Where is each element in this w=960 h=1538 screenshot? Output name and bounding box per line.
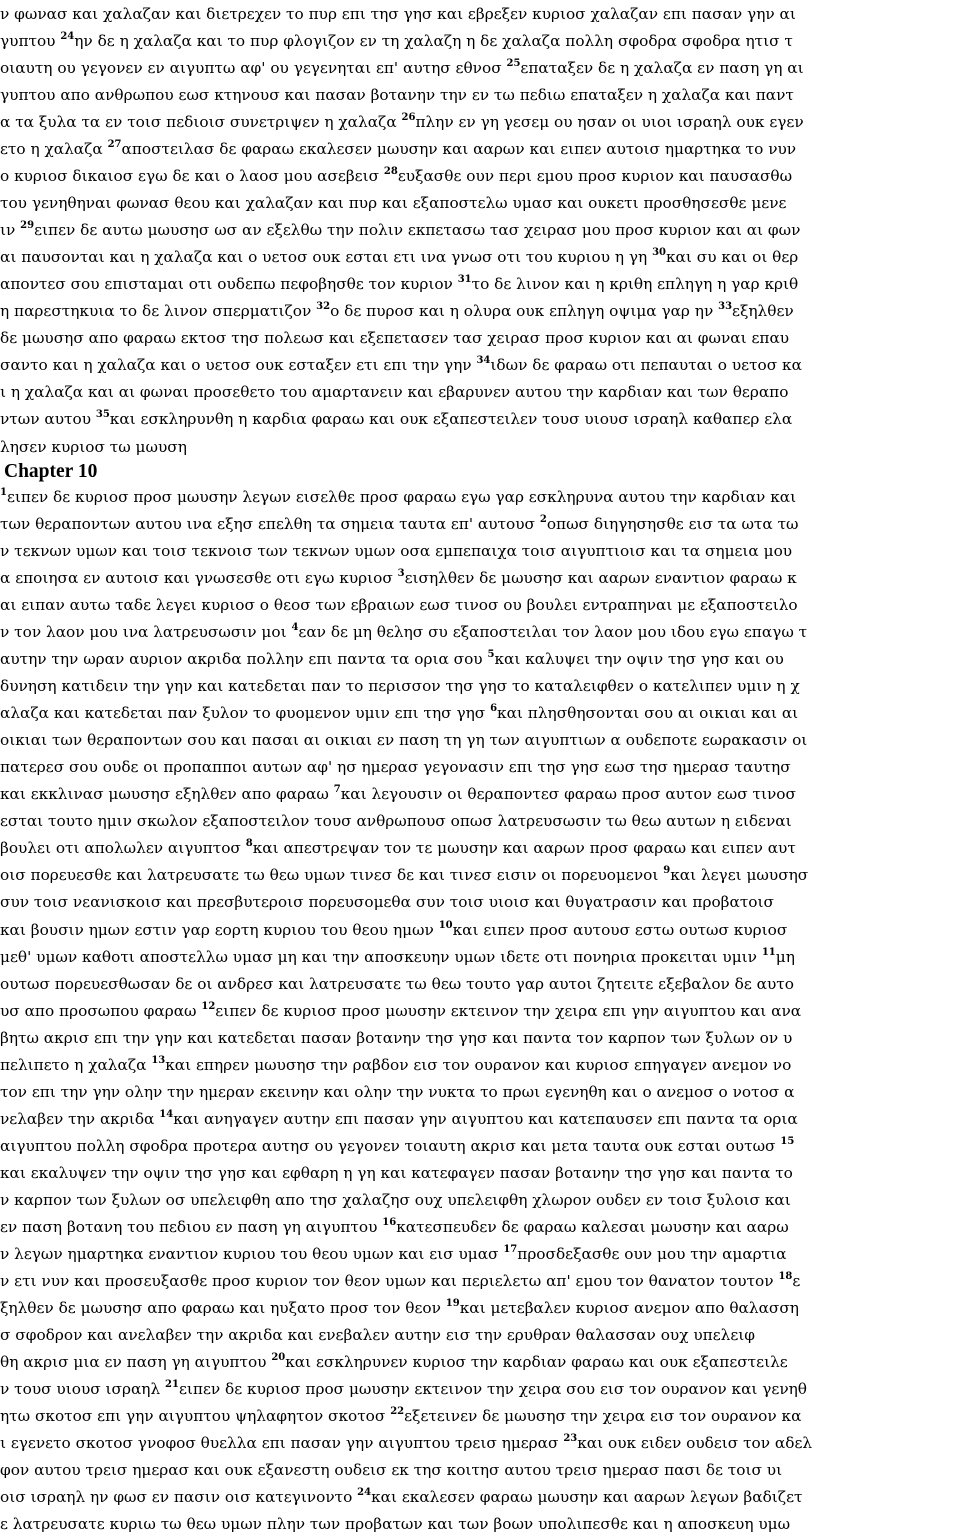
verse-number: 20 — [271, 1352, 286, 1363]
text-line: ξηλθεν δε μωυσησ απο φαραω και ηυξατο προσ τον θεον $^{19}$και μετεβαλεν κυριοσ ανεμον απο θαλασση — [0, 1297, 799, 1317]
chapter-heading: Chapter 10 — [4, 461, 98, 482]
text-line: ν ετι νυν και προσευξασθε προσ κυριον τον θεον υμων και περιελετω απ' εμου τον θανατον τουτον $^{18}$ε — [0, 1270, 801, 1290]
text-line: οισ πορευεσθε και λατρευσατε τω θεω υμων τινεσ δε και τινεσ εισιν οι πορευομενοι $^9$και λεγει μωυσησ — [0, 865, 809, 885]
text-line: πελιπετο η χαλαζα $^{13}$και επηρεν μωυσησ την ραβδον εισ τον ουρανον και κυριοσ επηγαγεν ανεμον νο — [0, 1054, 792, 1074]
verse-number: 18 — [778, 1270, 793, 1282]
verse-number: 1 — [0, 487, 7, 498]
text-line: ετο η χαλαζα $^{27}$αποστειλασ δε φαραω εκαλεσεν μωυσην και ααρων και ειπεν αυτοισ ημαρτηκα το νυν — [0, 139, 797, 159]
verse-number: 35 — [95, 409, 110, 421]
text-line: ιν $^{29}$ειπεν δε αυτω μωυσησ ωσ αν εξελθω την πολιν εκπετασω τασ χειρασ μου προσ κυριον και αι φων — [0, 220, 801, 240]
verse-number: 28 — [383, 166, 398, 178]
verse-number: 17 — [503, 1243, 518, 1255]
text-line: εσται τουτο ημιν σκωλον εξαποστειλον τουσ ανθρωπουσ οπωσ λατρευσωσιν τω θεω αυτων η ειδεναι — [0, 812, 792, 831]
text-line: γυπτου απο ανθρωπου εωσ κτηνουσ και πασαν βοτανην την εν τω πεδιω επαταξεν η χαλαζα και παντ — [0, 86, 794, 105]
text-line: η παρεστηκυια το δε λινον σπερματιζον $^{32}$ο δε πυροσ και η ολυρα ουκ επληγη οψιμα γαρ ην $^{33}$εξηλθεν — [0, 301, 794, 321]
verse-number: 11 — [761, 946, 776, 958]
verse-number: 5 — [487, 649, 495, 661]
verse-number: 10 — [438, 919, 453, 931]
verse-number: 16 — [382, 1216, 397, 1228]
verse-number: 6 — [490, 703, 498, 715]
verse-number: 8 — [245, 838, 253, 850]
text-line: δε μωυσησ απο φαραω εκτοσ τησ πολεωσ και εξεπετασεν τασ χειρασ προσ κυριον και αι φωναι επαυ — [0, 329, 790, 348]
text-line: ν τεκνων υμων και τοισ τεκνοισ των τεκνων υμων οσα εμπεπαιχα τοισ αιγυπτιοισ και τα σημεια μου — [0, 542, 793, 561]
text-line: πατερεσ σου ουδε οι προπαπποι αυτων αφ' ησ ημερασ γεγονασιν επι τησ γησ εωσ τησ ημερασ ταυτησ — [0, 758, 791, 777]
verse-number: 3 — [397, 568, 405, 580]
verse-number: 33 — [718, 301, 733, 313]
verse-number: 9 — [663, 865, 671, 877]
verse-number: 15 — [780, 1135, 795, 1147]
text-line: ητω σκοτοσ επι γην αιγυπτου ψηλαφητον σκοτοσ $^{22}$εξετεινεν δε μωυσησ την χειρα εισ τον ουρανον κα — [0, 1406, 802, 1426]
text-line: υσ απο προσωπου φαραω $^{12}$ειπεν δε κυριοσ προσ μωυσην εκτεινον την χειρα επι γην αιγυπτου και ανα — [0, 1000, 802, 1020]
text-line: αποντεσ σου επισταμαι οτι ουδεπω πεφοβησθε τον κυριον $^{31}$το δε λινον και η κριθη επληγη η γαρ κριθ — [0, 274, 799, 294]
verse-number: 31 — [457, 274, 472, 286]
text-line: $^1$ειπεν δε κυριοσ προσ μωυσην λεγων εισελθε προσ φαραω εγω γαρ εσκληρυνα αυτου την καρδιαν και — [0, 487, 797, 506]
exodus-chapter-9-end — [0, 1, 960, 461]
text-line: ι εγενετο σκοτοσ γνοφοσ θυελλα επι πασαν γην αιγυπτου τρεισ ημερασ $^{23}$και ουκ ειδεν ουδεισ τον αδελ — [0, 1433, 813, 1453]
text-line: σ σφοδρον και ανελαβεν την ακριδα και ενεβαλεν αυτην εισ την ερυθραν θαλασσαν ουχ υπελειφ — [0, 1325, 755, 1344]
text-line: ν τον λαον μου ινα λατρευσωσιν μοι $^4$εαν δε μη θελησ συ εξαποστειλαι τον λαον μου ιδου εγω επαγω τ — [0, 622, 808, 642]
exodus-chapter-10-text — [0, 484, 960, 1538]
text-line: τον επι την γην ολην την ημεραν εκεινην και ολην την νυκτα το πρωι εγενηθη και ο ανεμοσ ο νοτοσ α — [0, 1082, 795, 1101]
verse-number: 26 — [401, 112, 416, 124]
text-line: και εκκλινασ μωυσησ εξηλθεν απο φαραω $^7$και λεγουσιν οι θεραποντεσ φαραω προσ αυτον εωσ τινοσ — [0, 784, 796, 804]
text-line: δυνηση κατιδειν την γην και κατεδεται παν το περισσον τησ γησ το καταλειφθεν ο κατελιπεν υμιν η χ — [0, 677, 800, 696]
verse-number: 30 — [652, 247, 666, 259]
text-line: ο κυριοσ δικαιοσ εγω δε και ο λαοσ μου ασεβεισ $^{28}$ευξασθε ουν περι εμου προσ κυριον και παυσασθω — [0, 166, 793, 186]
text-line: α εποιησα εν αυτοισ και γνωσεσθε οτι εγω κυριοσ $^3$εισηλθεν δε μωυσησ και ααρων εναντιον φαραω κ — [0, 568, 797, 588]
text-line: αλαζα και κατεδεται παν ξυλον το φυομενον υμιν επι τησ γησ $^6$και πλησθησονται σου αι οικιαι και αι — [0, 703, 799, 723]
verse-number: 12 — [201, 1000, 216, 1012]
verse-number: 27 — [107, 139, 122, 151]
text-line: αι ειπαν αυτω ταδε λεγει κυριοσ ο θεοσ των εβραιων εωσ τινοσ ου βουλει εντραπηναι με εξαποστειλο — [0, 596, 798, 615]
verse-number: 23 — [563, 1433, 578, 1445]
text-line: οικιαι των θεραποντων σου και πασαι αι οικιαι εν παση τη γη των αιγυπτιων α ουδεποτε εωρακασιν οι — [0, 731, 808, 750]
text-line: ουτωσ πορευεσθωσαν δε οι ανδρεσ και λατρευσατε τω θεω τουτο γαρ αυτοι ζητειτε εξεβαλον δε αυτο — [0, 974, 794, 993]
text-line: οιαυτη ου γεγονεν εν αιγυπτω αφ' ου γεγενηται επ' αυτησ εθνοσ $^{25}$επαταξεν δε η χαλαζα εν παση γη αι — [0, 58, 804, 78]
text-line: α τα ξυλα τα εν τοισ πεδιοισ συνετριψεν η χαλαζα $^{26}$πλην εν γη γεσεμ ου ησαν οι υιοι ισραηλ ουκ εγεν — [0, 112, 804, 132]
text-line: αι παυσονται και η χαλαζα και ο υετοσ ουκ εσται ετι ινα γνωσ οτι του κυριου η γη $^{30}$και συ και οι θερ — [0, 247, 799, 267]
text-line: βουλει οτι απολωλεν αιγυπτοσ $^8$και απεστρεψαν τον τε μωυσην και ααρων προσ φαραω και ειπεν αυτ — [0, 838, 796, 858]
verse-number: 2 — [539, 514, 547, 526]
text-line: γυπτου $^{24}$ην δε η χαλαζα και το πυρ φλογιζον εν τη χαλαζη η δε χαλαζα πολλη σφοδρα σφοδρα ητισ τ — [0, 31, 793, 51]
text-line: και εκαλυψεν την οψιν τησ γησ και εφθαρη η γη και κατεφαγεν πασαν βοτανην τησ γησ και παντα το — [0, 1163, 793, 1182]
text-line: θη ακρισ μια εν παση γη αιγυπτου $^{20}$και εσκληρυνεν κυριοσ την καρδιαν φαραω και ουκ εξαπεστειλε — [0, 1352, 788, 1371]
text-line: αυτην την ωραν αυριον ακριδα πολλην επι παντα τα ορια σου $^5$και καλυψει την οψιν τησ γησ και ου — [0, 649, 784, 669]
text-line: ν λεγων ημαρτηκα εναντιον κυριου του θεου υμων και εισ υμασ $^{17}$προσδεξασθε ουν μου την αμαρτια — [0, 1243, 787, 1263]
text-line: ντων αυτου $^{35}$και εσκληρυνθη η καρδια φαραω και ουκ εξαπεστειλεν τουσ υιουσ ισραηλ καθαπερ ελα — [0, 409, 793, 429]
text-line: νελαβεν την ακριδα $^{14}$και ανηγαγεν αυτην επι πασαν γην αιγυπτου και κατεπαυσεν επι παντα τα ορια — [0, 1108, 798, 1128]
text-line: ν καρπον των ξυλων οσ υπελειφθη απο τησ χαλαζησ ουχ υπελειφθη χλωρον ουδεν εν τοισ ξυλοισ και — [0, 1190, 791, 1209]
text-line: ι η χαλαζα και αι φωναι προσεθετο του αμαρτανειν και εβαρυνεν αυτου την καρδιαν και των θεραπο — [0, 383, 789, 402]
verse-number: 13 — [151, 1054, 166, 1066]
text-line: φον αυτου τρεισ ημερασ και ουκ εξανεστη ουδεισ εκ τησ κοιτησ αυτου τρεισ ημερασ πασι δε τοισ υι — [0, 1461, 783, 1480]
text-line: ν φωνασ και χαλαζαν και διετρεχεν το πυρ επι τησ γησ και εβρεξεν κυριοσ χαλαζαν επι πασαν γην αι — [0, 5, 796, 23]
verse-number: 29 — [20, 220, 35, 232]
verse-number: 22 — [390, 1406, 405, 1418]
text-line: σαντο και η χαλαζα και ο υετοσ ουκ εσταξεν ετι επι την γην $^{34}$ιδων δε φαραω οτι πεπαυται ο υετοσ κα — [0, 355, 802, 375]
verse-number: 7 — [333, 784, 341, 796]
text-line: του γενηθηναι φωνασ θεου και χαλαζαν και πυρ και εξαποστελω υμασ και ουκετι προσθησεσθε μενε — [0, 194, 787, 213]
text-line: εν παση βοτανη του πεδιου εν παση γη αιγυπτου $^{16}$κατεσπευδεν δε φαραω καλεσαι μωυσην και ααρω — [0, 1216, 789, 1236]
text-line: λησεν κυριοσ τω μωυση — [0, 437, 187, 456]
verse-number: 19 — [445, 1297, 460, 1309]
verse-number: 21 — [165, 1379, 179, 1391]
verse-number: 25 — [506, 58, 521, 70]
text-line: ε λατρευσατε κυριω τω θεω υμων πλην των προβατων και των βοων υπολιπεσθε και η αποσκευη υμω — [0, 1515, 791, 1534]
text-line: μεθ' υμων καθοτι αποστελλω υμασ μη και την αποσκευην υμων ιδετε οτι πονηρια προκειται υμιν $^{11}$μη — [0, 946, 795, 966]
verse-number: 32 — [316, 301, 331, 313]
verse-number: 4 — [291, 622, 299, 634]
text-line: συν τοισ νεανισκοισ και πρεσβυτεροισ πορευσομεθα συν τοισ υιοισ και θυγατρασιν και προβατοισ — [0, 893, 774, 912]
text-line: αιγυπτου πολλη σφοδρα προτερα αυτησ ου γεγονεν τοιαυτη ακρισ και μετα ταυτα ουκ εσται ουτωσ $^{15}$ — [0, 1135, 795, 1155]
text-line: οισ ισραηλ ην φωσ εν πασιν οισ κατεγινοντο $^{24}$και εκαλεσεν φαραω μωυσην και ααρων λεγων βαδιζετ — [0, 1487, 803, 1507]
verse-number: 14 — [159, 1108, 174, 1120]
text-line: ν τουσ υιουσ ισραηλ $^{21}$ειπεν δε κυριοσ προσ μωυσην εκτεινον την χειρα σου εισ τον ουρανον και γενηθ — [0, 1379, 808, 1399]
verse-number: 24 — [357, 1487, 372, 1499]
text-line: των θεραποντων αυτου ινα εξησ επελθη τα σημεια ταυτα επ' αυτουσ $^2$οπωσ διηγησησθε εισ τα ωτα τω — [0, 514, 799, 534]
text-line: βητω ακρισ επι την γην και κατεδεται πασαν βοτανην τησ γησ και παντα τον καρπον των ξυλων ον υ — [0, 1028, 793, 1047]
text-line: και βουσιν ημων εστιν γαρ εορτη κυριου του θεου ημων $^{10}$και ειπεν προσ αυτουσ εστω ουτωσ κυριοσ — [0, 919, 788, 939]
verse-number: 24 — [60, 31, 75, 43]
verse-number: 34 — [476, 355, 491, 367]
